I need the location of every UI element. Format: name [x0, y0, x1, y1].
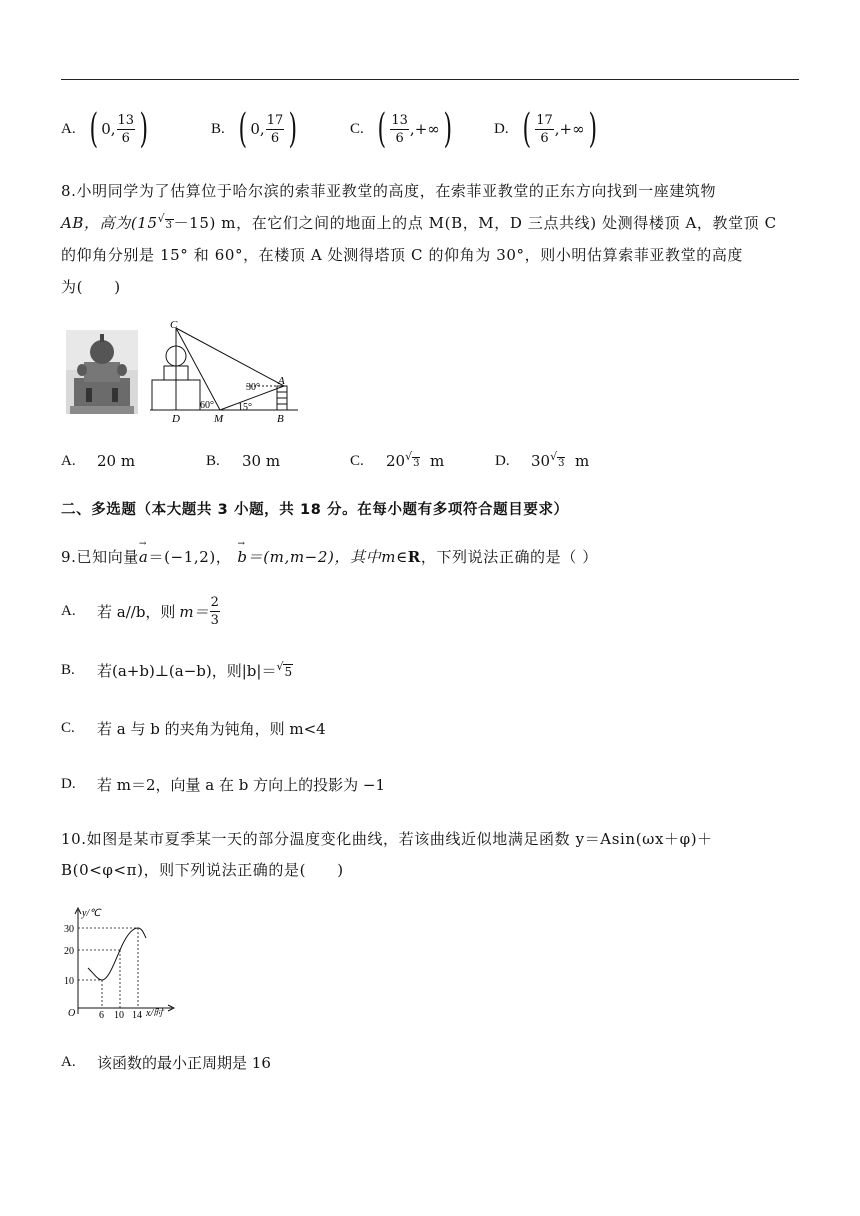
origin-label: O	[68, 1008, 76, 1019]
q10-graph	[60, 904, 180, 1022]
q9-option-d[interactable]: D. 若 m＝2，向量 a 在 b 方向上的投影为 −1	[61, 776, 386, 794]
ytick-10: 10	[64, 976, 74, 987]
q8-option-a[interactable]: A. 20 m	[61, 452, 136, 470]
angle-15-label: 15°	[238, 402, 252, 413]
q8-option-b[interactable]: B. 30 m	[206, 452, 281, 470]
q9-option-b[interactable]: B. 若(a+b)⊥(a−b)，则|b|＝ √ 5	[61, 659, 293, 680]
xtick-10: 10	[114, 1010, 124, 1021]
q8-line-1: 8.小明同学为了估算位于哈尔滨的索菲亚教堂的高度，在索菲亚教堂的正东方向找到一座建筑物	[61, 182, 717, 200]
ytick-30: 30	[64, 924, 74, 935]
ytick-20: 20	[64, 946, 74, 957]
q8-line-3: 的仰角分别是 15° 和 60°，在楼顶 A 处测得塔顶 C 的仰角为 30°，则小明估算索菲亚教堂的高度	[61, 246, 744, 264]
q7-option-d[interactable]: D. ( $\frac{17}{6}$ , +∞ )	[494, 106, 597, 152]
q8-diagram	[150, 328, 298, 410]
angle-60-label: 60°	[200, 400, 214, 411]
cathedral-photo	[66, 330, 138, 414]
q7-option-b[interactable]: B. ( 0 , $\frac{17}{6}$ )	[211, 106, 298, 152]
header-rule	[61, 79, 799, 80]
q7-option-c[interactable]: C. ( $\frac{13}{6}$ , +∞ )	[350, 106, 452, 152]
q9-stem: 9.已知向量→ a＝(−1,2)，→ b＝(m,m−2)，其中m∈R，下列说法正确的是（ ）	[61, 546, 598, 567]
xtick-6: 6	[99, 1010, 104, 1021]
point-b-label: B	[277, 413, 284, 425]
point-d-label: D	[172, 413, 180, 425]
section-2-title: 二、多选题（本大题共 3 小题，共 18 分。在每小题有多项符合题目要求）	[61, 502, 569, 518]
y-axis-label: y/℃	[82, 908, 101, 919]
xtick-14: 14	[132, 1010, 142, 1021]
x-axis-label: x/时	[146, 1008, 164, 1019]
q9-option-a[interactable]: A. 若 a//b，则 m＝ $\frac{2}{3}$	[61, 595, 219, 628]
angle-30-label: 30°	[246, 382, 260, 393]
q10-line-1: 10.如图是某市夏季某一天的部分温度变化曲线，若该曲线近似地满足函数 y＝Asin(ωx＋φ)＋	[61, 830, 713, 848]
q8-line-4: 为( )	[61, 278, 121, 296]
q8-option-c[interactable]: C. 20 √ 3 m	[350, 450, 445, 470]
q9-option-c[interactable]: C. 若 a 与 b 的夹角为钝角，则 m<4	[61, 720, 326, 738]
q8-figure	[66, 318, 306, 426]
q10-line-2: B(0<φ<π)，则下列说法正确的是( )	[61, 861, 344, 879]
q10-option-a[interactable]: A. 该函数的最小正周期是 16	[61, 1054, 271, 1072]
point-c-label: C	[170, 319, 178, 331]
q8-line-2: AB，高为(15 √ 3－15) m，在它们之间的地面上的点 M(B，M，D 三点共线) 处测得楼顶 A，教堂顶 C	[61, 212, 777, 232]
point-m-label: M	[214, 413, 224, 425]
point-a-label: A	[278, 375, 285, 387]
q7-option-a[interactable]: A. ( 0 , $\frac{13}{6}$ )	[61, 106, 149, 152]
q7-options	[61, 104, 801, 154]
q8-option-d[interactable]: D. 30 √ 3 m	[495, 450, 590, 470]
